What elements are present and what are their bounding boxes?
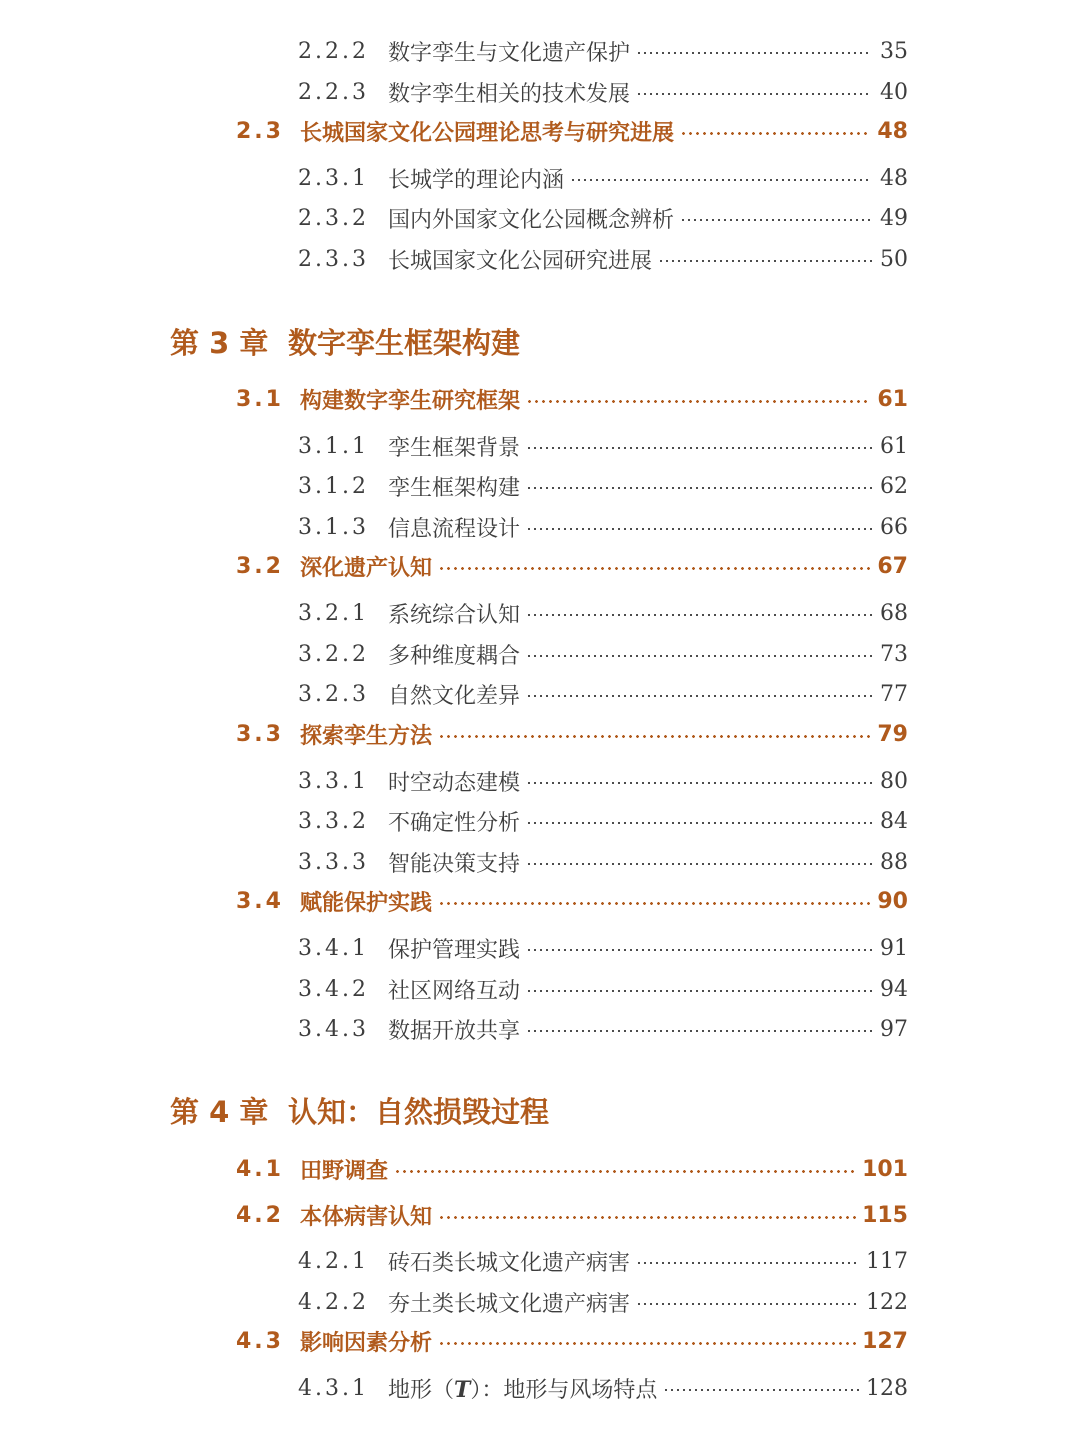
- page-number: 40: [880, 79, 908, 105]
- entry-number: 2.3.1: [298, 165, 369, 191]
- page-number: 115: [862, 1202, 908, 1228]
- toc-subsection-entry[interactable]: [298, 928, 908, 968]
- entry-number: 3.4: [236, 888, 284, 914]
- dot-leader: [680, 132, 871, 135]
- entry-title: 长城国家文化公园理论思考与研究进展: [300, 120, 675, 146]
- page-number: 73: [880, 641, 908, 667]
- toc-subsection-entry[interactable]: [298, 674, 908, 714]
- entry-number: 3.3.2: [298, 808, 369, 834]
- dot-leader: [663, 1389, 860, 1391]
- chapter-label: 第 4 章: [170, 1094, 269, 1129]
- entry-number: 4.1: [236, 1156, 284, 1182]
- toc-section-entry[interactable]: [236, 881, 908, 921]
- entry-title: 数字孪生相关的技术发展: [388, 81, 631, 107]
- toc-section-entry[interactable]: [236, 714, 908, 754]
- chapter-label: 第 3 章: [170, 325, 269, 360]
- chapter-title: 认知：自然损毁过程: [288, 1094, 550, 1129]
- entry-title: 砖石类长城文化遗产病害: [388, 1250, 631, 1276]
- page-number: 61: [880, 433, 908, 459]
- entry-title: 社区网络互动: [388, 978, 521, 1004]
- entry-number: 3.1.2: [298, 473, 369, 499]
- entry-number: 2.3.2: [298, 205, 369, 231]
- page-number: 50: [880, 246, 908, 272]
- dot-leader: [526, 1030, 872, 1032]
- entry-number: 3.2.2: [298, 641, 369, 667]
- toc-subsection-entry[interactable]: [298, 1241, 908, 1281]
- entry-number: 4.3: [236, 1328, 284, 1354]
- toc-section-entry[interactable]: [236, 1149, 908, 1189]
- entry-number: 3.1: [236, 386, 284, 412]
- page-number: 117: [866, 1248, 908, 1274]
- page-number: 68: [880, 600, 908, 626]
- entry-title-italic: T: [454, 1376, 471, 1403]
- chapter-heading: [170, 319, 520, 363]
- dot-leader: [526, 655, 872, 657]
- entry-number: 2.3: [236, 118, 284, 144]
- dot-leader: [658, 260, 872, 262]
- toc-subsection-entry[interactable]: [298, 1009, 908, 1049]
- entry-title: 信息流程设计: [388, 516, 521, 542]
- toc-subsection-entry[interactable]: [298, 158, 908, 198]
- toc-subsection-entry[interactable]: [298, 842, 908, 882]
- entry-title: 智能决策支持: [388, 851, 521, 877]
- page-number: 122: [866, 1289, 908, 1315]
- entry-number: 3.1.3: [298, 514, 369, 540]
- page-number: 49: [880, 205, 908, 231]
- entry-title: 多种维度耦合: [388, 643, 521, 669]
- entry-title: 不确定性分析: [388, 810, 521, 836]
- dot-leader: [636, 1303, 860, 1305]
- entry-number: 3.4.2: [298, 976, 369, 1002]
- entry-title: 构建数字孪生研究框架: [300, 388, 521, 414]
- dot-leader: [438, 902, 871, 905]
- entry-number: 4.3.1: [298, 1375, 369, 1401]
- entry-title: 保护管理实践: [388, 937, 521, 963]
- entry-number: 3.4.1: [298, 935, 369, 961]
- dot-leader: [438, 567, 871, 570]
- dot-leader: [526, 695, 872, 697]
- toc-section-entry[interactable]: [236, 379, 908, 419]
- entry-number: 3.3.1: [298, 768, 369, 794]
- page-number: 77: [880, 681, 908, 707]
- entry-number: 3.4.3: [298, 1016, 369, 1042]
- entry-title: 影响因素分析: [300, 1330, 433, 1356]
- toc-section-entry[interactable]: [236, 1321, 908, 1361]
- entry-title: 深化遗产认知: [300, 555, 433, 581]
- page-number: 79: [877, 721, 908, 747]
- toc-subsection-entry[interactable]: [298, 761, 908, 801]
- page-number: 90: [877, 888, 908, 914]
- dot-leader: [526, 528, 872, 530]
- page-number: 84: [880, 808, 908, 834]
- dot-leader: [438, 735, 871, 738]
- entry-title: 数据开放共享: [388, 1018, 521, 1044]
- dot-leader: [526, 782, 872, 784]
- page-number: 128: [866, 1375, 908, 1401]
- toc-section-entry[interactable]: [236, 546, 908, 586]
- entry-title: 夯土类长城文化遗产病害: [388, 1291, 631, 1317]
- page-number: 97: [880, 1016, 908, 1042]
- entry-title: 孪生框架构建: [388, 475, 521, 501]
- entry-title: 探索孪生方法: [300, 723, 433, 749]
- dot-leader: [438, 1342, 856, 1345]
- entry-title: 赋能保护实践: [300, 890, 433, 916]
- entry-title: 系统综合认知: [388, 602, 521, 628]
- dot-leader: [438, 1216, 856, 1219]
- page-number: 94: [880, 976, 908, 1002]
- toc-subsection-entry[interactable]: [298, 969, 908, 1009]
- entry-number: 3.2.1: [298, 600, 369, 626]
- page-number: 35: [880, 38, 908, 64]
- page-number: 61: [877, 386, 908, 412]
- page-number: 48: [880, 165, 908, 191]
- entry-title: 数字孪生与文化遗产保护: [388, 40, 631, 66]
- entry-number: 3.3.3: [298, 849, 369, 875]
- toc-subsection-entry[interactable]: [298, 426, 908, 466]
- entry-title: 田野调查: [300, 1158, 389, 1184]
- entry-number: 3.2.3: [298, 681, 369, 707]
- toc-subsection-entry[interactable]: [298, 31, 908, 71]
- entry-number: 2.2.3: [298, 79, 369, 105]
- dot-leader: [526, 614, 872, 616]
- entry-title: [388, 1373, 657, 1404]
- chapter-title: 数字孪生框架构建: [288, 325, 521, 360]
- dot-leader: [526, 863, 872, 865]
- toc-subsection-entry[interactable]: [298, 1282, 908, 1322]
- entry-title: 时空动态建模: [388, 770, 521, 796]
- entry-title: 长城国家文化公园研究进展: [388, 248, 653, 274]
- dot-leader: [636, 93, 872, 95]
- toc-subsection-entry[interactable]: [298, 1368, 908, 1408]
- dot-leader: [526, 822, 872, 824]
- toc-subsection-entry[interactable]: [298, 72, 908, 112]
- page-number: 101: [862, 1156, 908, 1182]
- page-number: 127: [862, 1328, 908, 1354]
- entry-number: 3.3: [236, 721, 284, 747]
- dot-leader: [526, 990, 872, 992]
- dot-leader: [570, 179, 872, 181]
- entry-title: 孪生框架背景: [388, 435, 521, 461]
- dot-leader: [636, 52, 872, 54]
- page-number: 67: [877, 553, 908, 579]
- dot-leader: [394, 1170, 856, 1173]
- toc-subsection-entry[interactable]: [298, 507, 908, 547]
- dot-leader: [526, 949, 872, 951]
- entry-title: 国内外国家文化公园概念辨析: [388, 207, 675, 233]
- entry-title: 本体病害认知: [300, 1204, 433, 1230]
- entry-number: 4.2: [236, 1202, 284, 1228]
- page-number: 88: [880, 849, 908, 875]
- dot-leader: [526, 400, 871, 403]
- entry-number: 2.3.3: [298, 246, 369, 272]
- page-number: 80: [880, 768, 908, 794]
- entry-number: 3.2: [236, 553, 284, 579]
- dot-leader: [636, 1262, 860, 1264]
- entry-number: 4.2.2: [298, 1289, 369, 1315]
- dot-leader: [526, 487, 872, 489]
- page-number: 48: [877, 118, 908, 144]
- toc-subsection-entry[interactable]: [298, 239, 908, 279]
- page-number: 62: [880, 473, 908, 499]
- entry-title: 长城学的理论内涵: [388, 167, 565, 193]
- toc-subsection-entry[interactable]: [298, 634, 908, 674]
- toc-subsection-entry[interactable]: [298, 466, 908, 506]
- dot-leader: [680, 219, 872, 221]
- entry-number: 4.2.1: [298, 1248, 369, 1274]
- entry-title-part: ）：地形与风场特点: [470, 1377, 658, 1403]
- entry-number: 3.1.1: [298, 433, 369, 459]
- page-number: 91: [880, 935, 908, 961]
- entry-title: 自然文化差异: [388, 683, 521, 709]
- chapter-heading: [170, 1088, 549, 1132]
- toc-subsection-entry[interactable]: [298, 198, 908, 238]
- toc-subsection-entry[interactable]: [298, 593, 908, 633]
- entry-title-part: 地形（: [388, 1377, 455, 1403]
- dot-leader: [526, 447, 872, 449]
- toc-section-entry[interactable]: [236, 1195, 908, 1235]
- toc-section-entry[interactable]: [236, 111, 908, 151]
- page-number: 66: [880, 514, 908, 540]
- toc-subsection-entry[interactable]: [298, 801, 908, 841]
- entry-number: 2.2.2: [298, 38, 369, 64]
